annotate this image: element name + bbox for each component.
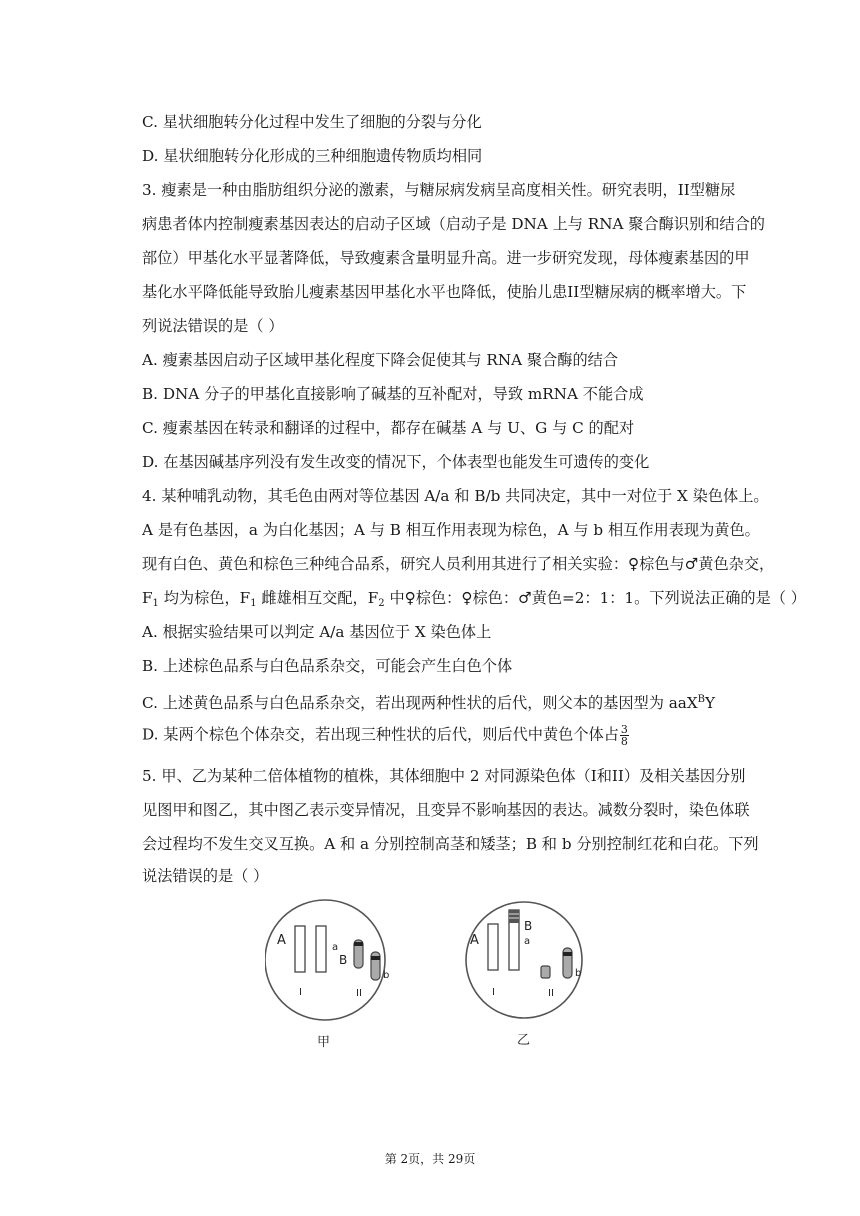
question-4-line-4	[142, 588, 806, 614]
translocated-segment	[509, 910, 519, 923]
question-5-line-1: 5. 甲、乙为某种二倍体植物的植株，其体细胞中 2 对同源染色体（I和II）及相关基因分别	[142, 767, 746, 785]
option-d-q3: D. 在基因碱基序列没有发生改变的情况下，个体表型也能发生可遗传的变化	[142, 453, 650, 471]
question-3-line-2: 病患者体内控制瘦素基因表达的启动子区域（启动子是 DNA 上与 RNA 聚合酶识别和结合的	[142, 215, 765, 233]
option-c-q3: C. 瘦素基因在转录和翻译的过程中，都存在碱基 A 与 U、G 与 C 的配对	[142, 419, 635, 437]
gene-band-b	[371, 956, 380, 960]
superscript-b: B	[697, 694, 706, 705]
option-c-q4	[142, 690, 715, 713]
option-c-q2: C. 星状细胞转分化过程中发生了细胞的分裂与分化	[142, 113, 482, 131]
label-A: A	[277, 933, 286, 948]
question-4-line-2: A 是有色基因，a 为白化基因；A 与 B 相互作用表现为棕色，A 与 b 相互作用表现为黄色。	[142, 521, 760, 539]
option-a-q3: A. 瘦素基因启动子区域甲基化程度下降会促使其与 RNA 聚合酶的结合	[142, 351, 619, 369]
fraction	[620, 724, 629, 747]
text-f: F	[142, 589, 153, 607]
gene-band-B	[354, 942, 363, 946]
caption-jia: 甲	[317, 1035, 331, 1050]
question-5-line-4: 说法错误的是（ ）	[142, 867, 269, 885]
subscript-2: 2	[378, 598, 385, 609]
label-II: II	[356, 988, 362, 999]
question-3-line-5: 列说法错误的是（ ）	[142, 317, 284, 335]
text-segment: C. 上述黄色品系与白色品系杂交，若出现两种性状的后代，则父本的基因型为 aaX	[142, 694, 698, 712]
option-b-q4: B. 上述棕色品系与白色品系杂交，可能会产生白色个体	[142, 657, 513, 675]
question-4-line-1: 4. 某种哺乳动物，其毛色由两对等位基因 A/a 和 B/b 共同决定，其中一对位于 X 染色体上。	[142, 487, 769, 505]
option-a-q4: A. 根据实验结果可以判定 A/a 基因位于 X 染色体上	[142, 623, 492, 641]
label-a: a	[332, 942, 339, 953]
label-b: b	[383, 970, 390, 981]
question-3-line-3: 部位）甲基化水平显著降低，导致瘦素含量明显升高。进一步研究发现，母体瘦素基因的甲	[142, 249, 750, 267]
chromosome-II-left	[541, 966, 550, 978]
question-5-line-3: 会过程均不发生交叉互换。A 和 a 分别控制高茎和矮茎；B 和 b 分别控制红花和白花。下列	[142, 835, 759, 853]
label-B: B	[524, 919, 533, 933]
label-B: B	[339, 953, 348, 967]
label-a: a	[524, 936, 531, 947]
text-segment: Y	[705, 694, 716, 712]
text-segment: D. 某两个棕色个体杂交，若出现三种性状的后代，则后代中黄色个体占	[142, 725, 619, 744]
question-5-line-2: 见图甲和图乙，其中图乙表示变异情况，且变异不影响基因的表达。减数分裂时，染色体联	[142, 801, 750, 819]
label-A: A	[470, 933, 479, 948]
fraction-numerator: 3	[620, 723, 628, 736]
label-I: I	[492, 987, 495, 998]
chromosome-I-left	[488, 924, 498, 970]
subscript-1b: 1	[250, 598, 257, 609]
fraction-denominator: 8	[620, 735, 628, 748]
option-d-q2: D. 星状细胞转分化形成的三种细胞遗传物质均相同	[142, 147, 483, 165]
option-d-q4	[142, 724, 629, 747]
label-b: b	[575, 968, 582, 979]
subscript-1: 1	[152, 598, 159, 609]
option-b-q3: B. DNA 分子的甲基化直接影响了碱基的互补配对，导致 mRNA 不能合成	[142, 385, 644, 403]
label-I: I	[299, 987, 302, 998]
label-II: II	[548, 988, 554, 999]
page-footer: 第 2页，共 29页	[384, 1152, 476, 1166]
caption-yi: 乙	[517, 1033, 531, 1048]
text-segment: 均为棕色，F	[158, 589, 251, 607]
chromosome-figure	[265, 888, 605, 1058]
gene-band-b	[563, 952, 572, 956]
question-3-line-1: 3. 瘦素是一种由脂肪组织分泌的激素，与糖尿病发病呈高度相关性。研究表明，II型糖尿	[142, 181, 736, 199]
chromosome-I-right	[316, 926, 326, 972]
panel-yi	[466, 902, 582, 1048]
question-3-line-4: 基化水平降低能导致胎儿瘦素基因甲基化水平也降低，使胎儿患II型糖尿病的概率增大。下	[142, 283, 747, 301]
text-segment: 中♀棕色：♀棕色：♂黄色=2：1：1。下列说法正确的是（ ）	[384, 589, 806, 607]
text-segment: 雌雄相互交配，F	[256, 589, 379, 607]
chromosome-I-left	[295, 926, 305, 972]
question-4-line-3: 现有白色、黄色和棕色三种纯合品系，研究人员利用其进行了相关实验：♀棕色与♂黄色杂交，	[142, 555, 775, 573]
panel-jia	[265, 900, 389, 1050]
